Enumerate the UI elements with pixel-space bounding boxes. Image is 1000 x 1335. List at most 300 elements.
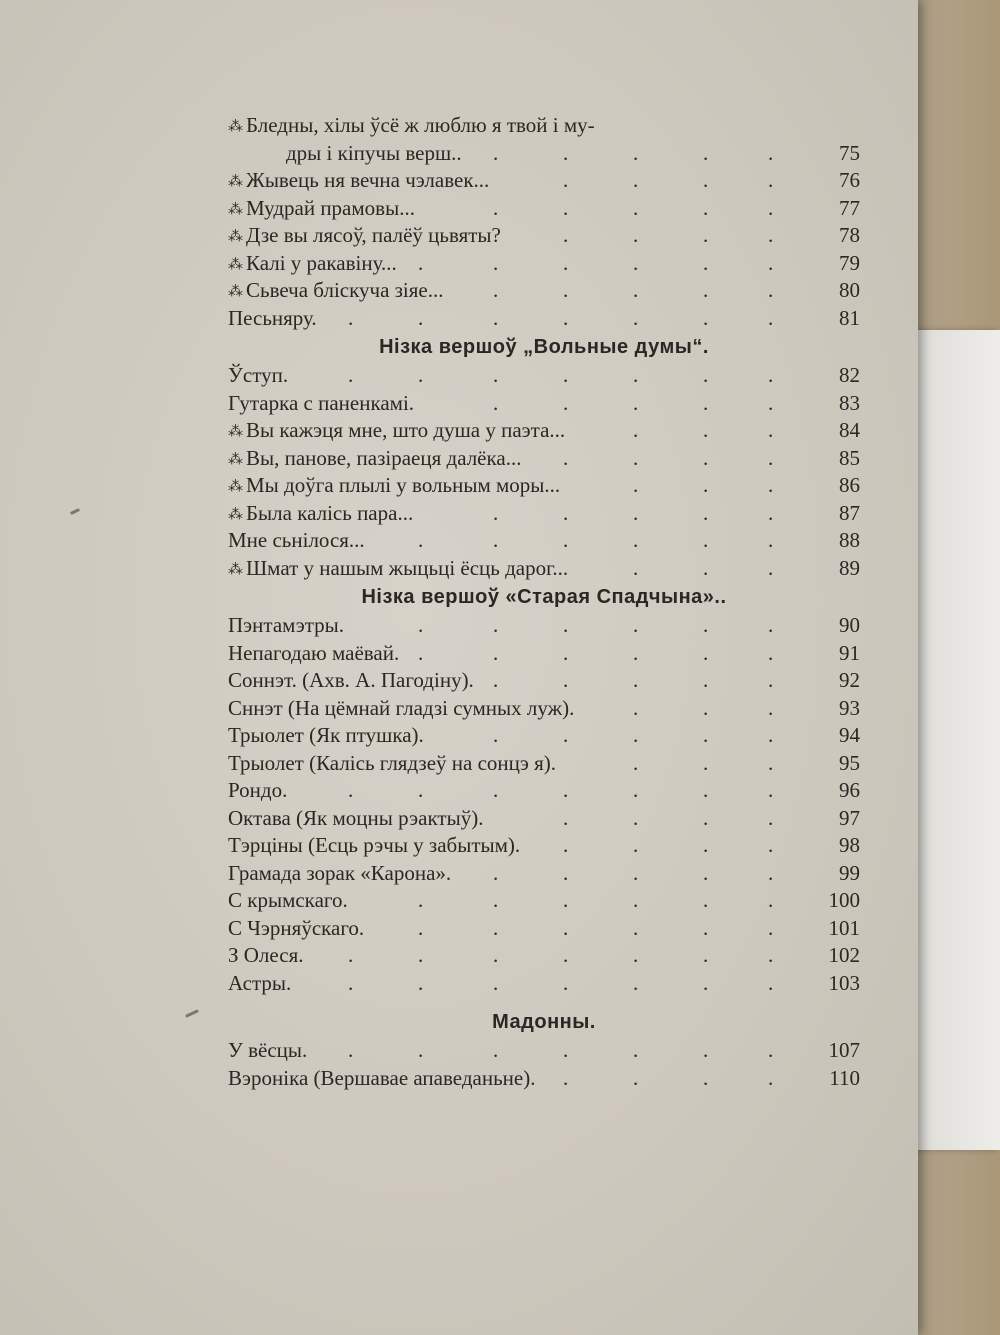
entry-title-text: Грамада зорак «Карона». — [228, 860, 452, 885]
leader-dot: . — [633, 695, 639, 720]
leader-dot: . — [768, 1038, 774, 1062]
leader-dot: . — [563, 833, 569, 857]
page-number: 97 — [839, 805, 860, 830]
leader-dot: . — [493, 250, 499, 275]
leader-dot: . — [703, 418, 709, 442]
toc-entry — [228, 1037, 860, 1065]
leader-dot: . — [768, 668, 774, 692]
page-number: 80 — [839, 278, 860, 302]
leader-dot: . — [563, 613, 569, 637]
leader-dot: . — [563, 778, 569, 802]
leader-dot: . — [633, 833, 639, 857]
leader-dot: . — [768, 750, 774, 775]
toc-group — [228, 1037, 860, 1092]
leader-dot: . — [703, 250, 709, 275]
leader-dot: . — [493, 195, 499, 220]
leader-dot: . — [348, 363, 354, 387]
entry-title-text: З Олеся. — [228, 943, 304, 967]
entry-title-text: Рондо. — [228, 778, 288, 802]
entry-title — [228, 277, 444, 305]
leader-dot: . — [633, 668, 639, 692]
leader-dot: . — [348, 305, 354, 330]
leader-dot: . — [633, 473, 639, 497]
toc-entry — [228, 222, 860, 250]
leader-dot: . — [418, 613, 424, 637]
leader-dot: . — [493, 915, 499, 940]
leader-dot: . — [768, 195, 774, 220]
leader-dot: . — [418, 528, 424, 552]
entry-title — [228, 1037, 307, 1065]
toc-entry — [228, 555, 860, 583]
entry-title — [228, 112, 595, 140]
toc-group — [228, 112, 860, 332]
page-number: 77 — [839, 195, 860, 220]
leader-dot: . — [633, 943, 639, 967]
leader-dot: . — [768, 555, 774, 580]
entry-title — [228, 527, 365, 555]
page-number: 91 — [839, 640, 860, 665]
leader-dot: . — [703, 915, 709, 940]
leader-dot: . — [563, 723, 569, 747]
leader-dot: . — [563, 500, 569, 525]
toc-entry — [228, 445, 860, 473]
leader-dot: . — [633, 418, 639, 442]
leader-dot: . — [418, 1038, 424, 1062]
entry-title — [228, 250, 397, 278]
leader-dot: . — [633, 860, 639, 885]
page-number: 76 — [839, 168, 860, 192]
leader-dot: . — [563, 888, 569, 912]
entry-title — [228, 222, 501, 250]
entry-title-text: С крымскаго. — [228, 888, 348, 912]
leader-dot: . — [563, 250, 569, 275]
entry-title-text: Непагодаю маёвай. — [228, 640, 400, 665]
paper-insert — [905, 330, 1000, 1150]
leader-dot: . — [703, 445, 709, 470]
leader-dot: . — [418, 943, 424, 967]
page-number: 83 — [839, 390, 860, 415]
page-number: 93 — [839, 695, 860, 720]
leader-dot: . — [563, 668, 569, 692]
toc-entry — [228, 277, 860, 305]
leader-dot: . — [768, 888, 774, 912]
leader-dot: . — [703, 168, 709, 192]
entry-title — [228, 887, 348, 915]
page-number: 88 — [839, 528, 860, 552]
toc-entry — [228, 472, 860, 500]
page-number: 92 — [839, 668, 860, 692]
entry-title-text: Тэрціны (Есць рэчы у забытым). — [228, 833, 521, 857]
entry-title — [228, 1065, 535, 1093]
leader-dot: . — [633, 613, 639, 637]
leader-dot: . — [633, 750, 639, 775]
leader-dot: . — [633, 528, 639, 552]
toc-entry — [228, 140, 860, 168]
leader-dot: . — [768, 223, 774, 247]
leader-dot: . — [633, 278, 639, 302]
leader-dot: . — [493, 943, 499, 967]
leader-dot: . — [418, 888, 424, 912]
entry-title-text: Сьвеча бліскуча зіяе... — [246, 278, 444, 302]
entry-title-text: Трыолет (Як птушка). — [228, 723, 424, 747]
entry-title — [228, 750, 556, 778]
page-number: 107 — [828, 1038, 860, 1062]
table-of-contents — [228, 112, 860, 1092]
entry-title — [228, 167, 489, 195]
leader-dot: . — [768, 278, 774, 302]
page-number: 103 — [828, 970, 860, 995]
entry-title — [228, 362, 288, 390]
toc-group — [228, 612, 860, 997]
leader-dot: . — [703, 723, 709, 747]
page-number: 82 — [839, 363, 860, 387]
page-number: 100 — [828, 888, 860, 912]
toc-entry — [228, 417, 860, 445]
page-number: 101 — [828, 915, 860, 940]
entry-title-text: Соннэт. (Ахв. А. Пагодіну). — [228, 668, 474, 692]
leader-dot: . — [703, 970, 709, 995]
page-number: 94 — [839, 723, 860, 747]
toc-entry — [228, 362, 860, 390]
leader-dot: . — [768, 860, 774, 885]
leader-dot: . — [493, 668, 499, 692]
leader-dot: . — [703, 305, 709, 330]
toc-entry — [228, 915, 860, 943]
asterism-icon: ⁂ — [228, 561, 242, 578]
page-number: 102 — [828, 943, 860, 967]
entry-title — [228, 695, 574, 723]
entry-title-text: Вы кажэця мне, што душа у паэта... — [246, 418, 566, 442]
entry-title — [228, 500, 413, 528]
leader-dot: . — [768, 943, 774, 967]
leader-dot: . — [768, 390, 774, 415]
leader-dot: . — [633, 1065, 639, 1090]
toc-entry — [228, 612, 860, 640]
leader-dot: . — [768, 778, 774, 802]
leader-dot: . — [703, 390, 709, 415]
leader-dot: . — [768, 915, 774, 940]
toc-entry — [228, 112, 860, 140]
page-number: 86 — [839, 473, 860, 497]
leader-dot: . — [768, 640, 774, 665]
leader-dot: . — [633, 1038, 639, 1062]
toc-entry — [228, 527, 860, 555]
entry-title-text: Вэроніка (Вершавае апаведаньне). — [228, 1065, 536, 1090]
leader-dot: . — [633, 555, 639, 580]
section-heading: Нізка вершоў „Вольные думы“. — [379, 336, 709, 358]
leader-dot: . — [768, 613, 774, 637]
page-number: 75 — [839, 140, 860, 165]
entry-title — [228, 942, 304, 970]
leader-dot: . — [348, 1038, 354, 1062]
toc-entry — [228, 1065, 860, 1093]
leader-dot: . — [563, 915, 569, 940]
leader-dot: . — [633, 723, 639, 747]
entry-title — [228, 195, 415, 223]
leader-dot: . — [418, 363, 424, 387]
leader-dot: . — [703, 778, 709, 802]
entry-title-text: Была калісь пара... — [246, 500, 414, 525]
leader-dot: . — [418, 305, 424, 330]
page-number: 98 — [839, 833, 860, 857]
leader-dot: . — [418, 970, 424, 995]
toc-group — [228, 362, 860, 582]
leader-dot: . — [563, 1065, 569, 1090]
entry-title-text: Мы доўга плылі у вольным моры... — [246, 473, 561, 497]
leader-dot: . — [703, 555, 709, 580]
leader-dot: . — [768, 250, 774, 275]
section-heading: Мадонны. — [492, 1011, 596, 1033]
leader-dot: . — [563, 363, 569, 387]
toc-entry — [228, 667, 860, 695]
leader-dot: . — [768, 528, 774, 552]
leader-dot: . — [703, 888, 709, 912]
leader-dot: . — [493, 278, 499, 302]
toc-entry — [228, 722, 860, 750]
leader-dot: . — [493, 970, 499, 995]
leader-dot: . — [563, 640, 569, 665]
leader-dot: . — [633, 140, 639, 165]
leader-dot: . — [418, 640, 424, 665]
asterism-icon: ⁂ — [228, 506, 242, 523]
leader-dot: . — [703, 500, 709, 525]
leader-dot: . — [418, 250, 424, 275]
leader-dot: . — [563, 528, 569, 552]
leader-dot: . — [493, 140, 499, 165]
entry-title-text: Ўступ. — [228, 363, 289, 387]
entry-title-text: Дзе вы лясоў, палёў цьвяты? — [246, 223, 501, 247]
leader-dot: . — [563, 140, 569, 165]
entry-title — [228, 805, 483, 833]
asterism-icon: ⁂ — [228, 201, 242, 218]
leader-dot: . — [418, 778, 424, 802]
leader-dot: . — [768, 418, 774, 442]
leader-dot: . — [633, 970, 639, 995]
leader-dot: . — [563, 390, 569, 415]
asterism-icon: ⁂ — [228, 229, 242, 245]
leader-dot: . — [563, 970, 569, 995]
entry-title-text: Гутарка с паненкамі. — [228, 390, 415, 415]
entry-title — [228, 860, 451, 888]
leader-dot: . — [418, 915, 424, 940]
leader-dot: . — [703, 695, 709, 720]
leader-dot: . — [563, 805, 569, 830]
leader-dot: . — [493, 305, 499, 330]
leader-dot: . — [633, 390, 639, 415]
entry-title-text: Сннэт (На цёмнай гладзі сумных луж). — [228, 695, 575, 720]
page-number: 79 — [839, 250, 860, 275]
entry-title-text: Трыолет (Калісь глядзеў на сонцэ я). — [228, 750, 557, 775]
leader-dot: . — [703, 668, 709, 692]
toc-entry — [228, 250, 860, 278]
entry-title — [228, 305, 317, 333]
page-number: 90 — [839, 613, 860, 637]
leader-dot: . — [768, 473, 774, 497]
entry-title-text: Пэнтамэтры. — [228, 613, 345, 637]
entry-title-text: Октава (Як моцны рэактыў). — [228, 805, 484, 830]
toc-entry — [228, 195, 860, 223]
leader-dot: . — [563, 860, 569, 885]
entry-title — [228, 777, 287, 805]
entry-title — [228, 555, 568, 583]
leader-dot: . — [768, 140, 774, 165]
leader-dot: . — [633, 805, 639, 830]
page-number: 110 — [829, 1065, 860, 1090]
asterism-icon: ⁂ — [228, 174, 242, 190]
toc-entry — [228, 777, 860, 805]
leader-dot: . — [703, 473, 709, 497]
leader-dot: . — [768, 723, 774, 747]
leader-dot: . — [493, 1038, 499, 1062]
toc-entry — [228, 305, 860, 333]
page-number: 78 — [839, 223, 860, 247]
leader-dot: . — [703, 278, 709, 302]
page-mark — [70, 508, 80, 515]
leader-dot: . — [493, 778, 499, 802]
leader-dot: . — [633, 250, 639, 275]
toc-entry — [228, 832, 860, 860]
leader-dot: . — [768, 305, 774, 330]
entry-title-text: Песьняру. — [228, 305, 317, 330]
toc-entry — [228, 942, 860, 970]
page-number: 81 — [839, 305, 860, 330]
leader-dot: . — [703, 613, 709, 637]
leader-dot: . — [493, 363, 499, 387]
leader-dot: . — [633, 500, 639, 525]
entry-title — [228, 915, 364, 943]
leader-dot: . — [703, 805, 709, 830]
leader-dot: . — [703, 750, 709, 775]
asterism-icon: ⁂ — [228, 284, 242, 300]
toc-entry — [228, 805, 860, 833]
entry-title — [228, 612, 344, 640]
leader-dot: . — [633, 223, 639, 247]
leader-dot: . — [493, 860, 499, 885]
entry-title — [228, 970, 291, 998]
leader-dot: . — [563, 168, 569, 192]
leader-dot: . — [493, 613, 499, 637]
leader-dot: . — [768, 1065, 774, 1090]
leader-dot: . — [493, 390, 499, 415]
leader-dot: . — [633, 168, 639, 192]
entry-title — [228, 640, 399, 668]
leader-dot: . — [768, 833, 774, 857]
leader-dot: . — [633, 640, 639, 665]
leader-dot: . — [768, 970, 774, 995]
leader-dot: . — [768, 500, 774, 525]
entry-title-text: Вы, панове, пазіраеця далёка... — [246, 445, 522, 470]
leader-dot: . — [633, 778, 639, 802]
leader-dot: . — [703, 860, 709, 885]
page-number: 84 — [839, 418, 860, 442]
leader-dot: . — [703, 195, 709, 220]
leader-dot: . — [768, 363, 774, 387]
entry-title-text: Шмат у нашым жыцьці ёсць дарог... — [246, 555, 569, 580]
leader-dot: . — [703, 528, 709, 552]
toc-entry — [228, 695, 860, 723]
leader-dot: . — [493, 528, 499, 552]
leader-dot: . — [703, 140, 709, 165]
page-number: 87 — [839, 500, 860, 525]
toc-entry — [228, 167, 860, 195]
asterism-icon: ⁂ — [228, 119, 242, 135]
entry-title — [228, 445, 521, 473]
leader-dot: . — [493, 640, 499, 665]
page-number: 99 — [839, 860, 860, 885]
entry-title — [228, 722, 424, 750]
leader-dot: . — [703, 363, 709, 387]
entry-title-text: Бледны, хілы ўсё ж люблю я твой і му- — [246, 113, 595, 137]
leader-dot: . — [348, 970, 354, 995]
entry-title-text: Мне сьнілося... — [228, 528, 365, 552]
entry-title-text: Мудрай прамовы... — [246, 195, 415, 220]
asterism-icon: ⁂ — [228, 424, 242, 440]
page-number: 95 — [839, 750, 860, 775]
leader-dot: . — [703, 833, 709, 857]
entry-title — [286, 140, 462, 168]
asterism-icon: ⁂ — [228, 479, 242, 495]
asterism-icon: ⁂ — [228, 451, 242, 468]
entry-title — [228, 472, 560, 500]
leader-dot: . — [768, 445, 774, 470]
section-heading: Нізка вершоў «Старая Спадчына».. — [361, 586, 727, 608]
entry-title — [228, 667, 474, 695]
entry-title-text: Астры. — [228, 970, 292, 995]
leader-dot: . — [493, 500, 499, 525]
leader-dot: . — [703, 223, 709, 247]
leader-dot: . — [563, 278, 569, 302]
page-number: 96 — [839, 778, 860, 802]
leader-dot: . — [563, 305, 569, 330]
leader-dot: . — [703, 943, 709, 967]
toc-entry — [228, 750, 860, 778]
leader-dot: . — [633, 445, 639, 470]
entry-title-text: Жывець ня вечна чэлавек... — [246, 168, 490, 192]
entry-title-text: Калі у ракавіну... — [246, 250, 397, 275]
leader-dot: . — [563, 195, 569, 220]
entry-title — [228, 417, 565, 445]
leader-dot: . — [633, 915, 639, 940]
toc-entry — [228, 500, 860, 528]
page-mark — [185, 1009, 199, 1018]
leader-dot: . — [633, 195, 639, 220]
entry-title-text: дры і кіпучы верш.. — [286, 140, 462, 165]
leader-dot: . — [348, 778, 354, 802]
leader-dot: . — [493, 723, 499, 747]
leader-dot: . — [703, 640, 709, 665]
leader-dot: . — [563, 223, 569, 247]
leader-dot: . — [493, 888, 499, 912]
leader-dot: . — [703, 1065, 709, 1090]
leader-dot: . — [768, 168, 774, 192]
leader-dot: . — [703, 1038, 709, 1062]
leader-dot: . — [768, 805, 774, 830]
entry-title — [228, 390, 414, 418]
leader-dot: . — [633, 888, 639, 912]
leader-dot: . — [768, 695, 774, 720]
leader-dot: . — [563, 1038, 569, 1062]
leader-dot: . — [633, 363, 639, 387]
toc-entry — [228, 640, 860, 668]
toc-entry — [228, 887, 860, 915]
entry-title-text: У вёсцы. — [228, 1038, 308, 1062]
toc-entry — [228, 860, 860, 888]
entry-title-text: С Чэрняўскаго. — [228, 915, 365, 940]
toc-entry — [228, 390, 860, 418]
entry-title — [228, 832, 520, 860]
leader-dot: . — [563, 943, 569, 967]
toc-entry — [228, 970, 860, 998]
